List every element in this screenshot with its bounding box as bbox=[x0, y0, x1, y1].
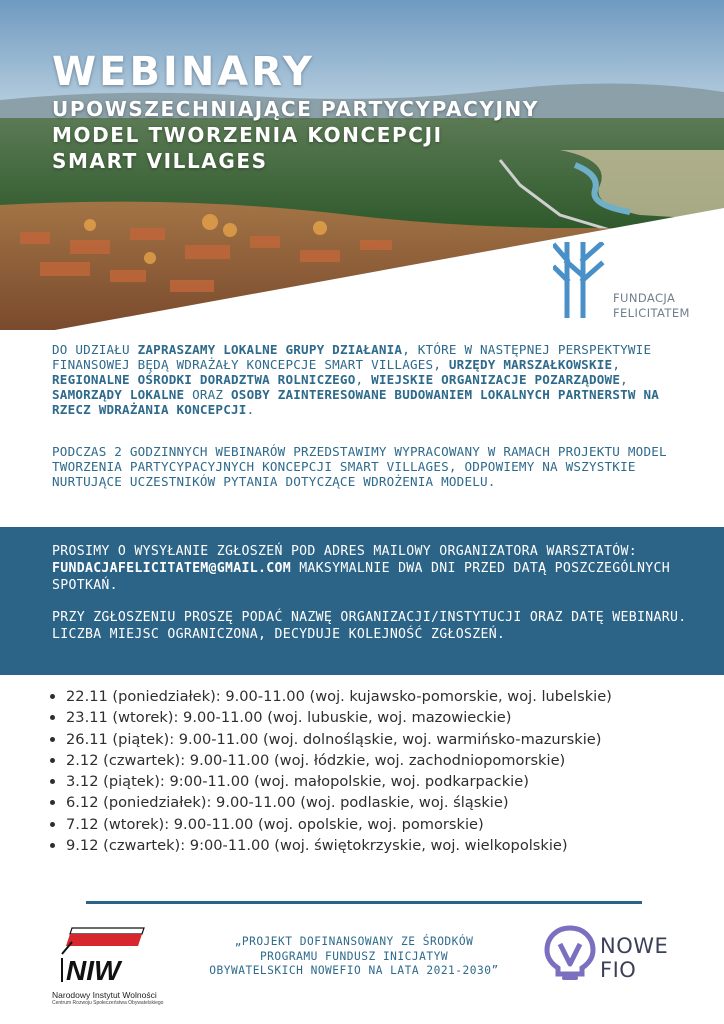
intro-text: , bbox=[620, 372, 628, 387]
intro-paragraph-webinar: PODCZAS 2 GODZINNYCH WEBINARÓW PRZEDSTAWIMY WYPRACOWANY W RAMACH PROJEKTU MODEL TWORZENIA PARTYCYPACYJNYCH KONCEPCJI SMART VILLAGES, ODPOWIEMY NA WSZYSTKIE NURTUJĄCE UCZESTNIKÓW PYTANIA DOTYCZĄCE WDROŻENIA MODELU. bbox=[52, 444, 667, 489]
registration-instructions bbox=[52, 543, 692, 594]
subtitle-line: SMART VILLAGES bbox=[52, 149, 268, 173]
fundacja-felicitatem-logo-icon bbox=[553, 242, 613, 318]
registration-text: PROSIMY O WYSYŁANIE ZGŁOSZEŃ POD ADRES MAILOWY ORGANIZATORA WARSZTATÓW: bbox=[52, 544, 638, 559]
logo-text bbox=[613, 291, 690, 321]
logo-line: FELICITATEM bbox=[613, 306, 690, 320]
registration-text: MAKSYMALNIE DWA DNI PRZED DATĄ POSZCZEGÓLNYCH SPOTKAŃ. bbox=[52, 561, 670, 593]
contact-email-link[interactable]: FUNDACJAFELICITATEM@GMAIL.COM bbox=[52, 561, 291, 576]
schedule-item: 7.12 (wtorek): 9.00-11.00 (woj. opolskie, woj. pomorskie) bbox=[46, 814, 686, 835]
intro-emphasis: WIEJSKIE ORGANIZACJE POZARZĄDOWE bbox=[371, 372, 621, 387]
schedule-item: 9.12 (czwartek): 9:00-11.00 (woj. świętokrzyskie, woj. wielkopolskie) bbox=[46, 835, 686, 856]
intro-text: , bbox=[355, 372, 372, 387]
intro-emphasis: ZAPRASZAMY LOKALNE GRUPY DZIAŁANIA bbox=[137, 342, 403, 357]
intro-emphasis: URZĘDY MARSZAŁKOWSKIE bbox=[448, 357, 613, 372]
niw-caption bbox=[52, 990, 163, 1006]
nowe-fio-logo-text bbox=[600, 934, 668, 982]
intro-emphasis: OSOBY ZAINTERESOWANE BUDOWANIEM LOKALNYCH PARTNERSTW NA RZECZ WDRAŻANIA KONCEPCJI bbox=[52, 387, 660, 417]
white-diagonal-overlay bbox=[0, 0, 724, 340]
schedule-item: 23.11 (wtorek): 9.00-11.00 (woj. lubuskie, woj. mazowieckie) bbox=[46, 707, 686, 728]
subtitle-line: UPOWSZECHNIAJĄCE PARTYCYPACYJNY bbox=[52, 97, 539, 121]
intro-text: . bbox=[246, 402, 255, 417]
niw-logo-icon bbox=[52, 924, 148, 986]
webinar-schedule-list bbox=[46, 686, 686, 856]
intro-text: DO UDZIAŁU bbox=[52, 342, 138, 357]
page-title: WEBINARY bbox=[52, 49, 315, 95]
niw-name: Narodowy Instytut Wolności bbox=[52, 990, 157, 1000]
funding-line: PROGRAMU FUNDUSZ INICJATYW bbox=[259, 949, 449, 963]
schedule-item: 3.12 (piątek): 9:00-11.00 (woj. małopolskie, woj. podkarpackie) bbox=[46, 771, 686, 792]
fio-line: FIO bbox=[600, 958, 637, 982]
fio-line: NOWE bbox=[600, 934, 669, 958]
funding-statement bbox=[160, 935, 548, 979]
intro-text: ORAZ bbox=[184, 387, 231, 402]
nowe-fio-bulb-icon bbox=[543, 924, 597, 984]
schedule-item: 26.11 (piątek): 9.00-11.00 (woj. dolnośląskie, woj. warmińsko-mazurskie) bbox=[46, 729, 686, 750]
registration-note: PRZY ZGŁOSZENIU PROSZĘ PODAĆ NAZWĘ ORGANIZACJI/INSTYTUCJI ORAZ DATĘ WEBINARU. LICZBA MIEJSC OGRANICZONA, DECYDUJE KOLEJNOŚĆ ZGŁOSZEŃ. bbox=[52, 610, 687, 642]
registration-band bbox=[0, 527, 724, 675]
funding-line: OBYWATELSKICH NOWEFIO NA LATA 2021-2030” bbox=[209, 964, 499, 977]
funding-line: „PROJEKT DOFINANSOWANY ZE ŚRODKÓW bbox=[234, 935, 474, 948]
intro-paragraph-invitees bbox=[52, 342, 672, 417]
niw-subtitle: Centrum Rozwoju Społeczeństwa Obywatelskiego bbox=[52, 1000, 164, 1006]
niw-logo-text: NIW bbox=[66, 955, 121, 986]
intro-emphasis: SAMORZĄDY LOKALNE bbox=[52, 387, 185, 402]
schedule-item: 22.11 (poniedziałek): 9.00-11.00 (woj. kujawsko-pomorskie, woj. lubelskie) bbox=[46, 686, 686, 707]
intro-text: , KTÓRE W NASTĘPNEJ PERSPEKTYWIE FINANSOWEJ BĘDĄ WDRAŻAŁY KONCEPCJE SMART VILLAGES, bbox=[52, 342, 652, 372]
logo-line: FUNDACJA bbox=[613, 291, 676, 305]
subtitle-line: MODEL TWORZENIA KONCEPCJI bbox=[52, 123, 443, 147]
intro-text: , bbox=[612, 357, 621, 372]
schedule-item: 2.12 (czwartek): 9.00-11.00 (woj. łódzkie, woj. zachodniopomorskie) bbox=[46, 750, 686, 771]
footer-divider bbox=[86, 901, 642, 904]
intro-emphasis: REGIONALNE OŚRODKI DORADZTWA ROLNICZEGO bbox=[52, 372, 356, 387]
schedule-item: 6.12 (poniedziałek): 9.00-11.00 (woj. podlaskie, woj. śląskie) bbox=[46, 792, 686, 813]
